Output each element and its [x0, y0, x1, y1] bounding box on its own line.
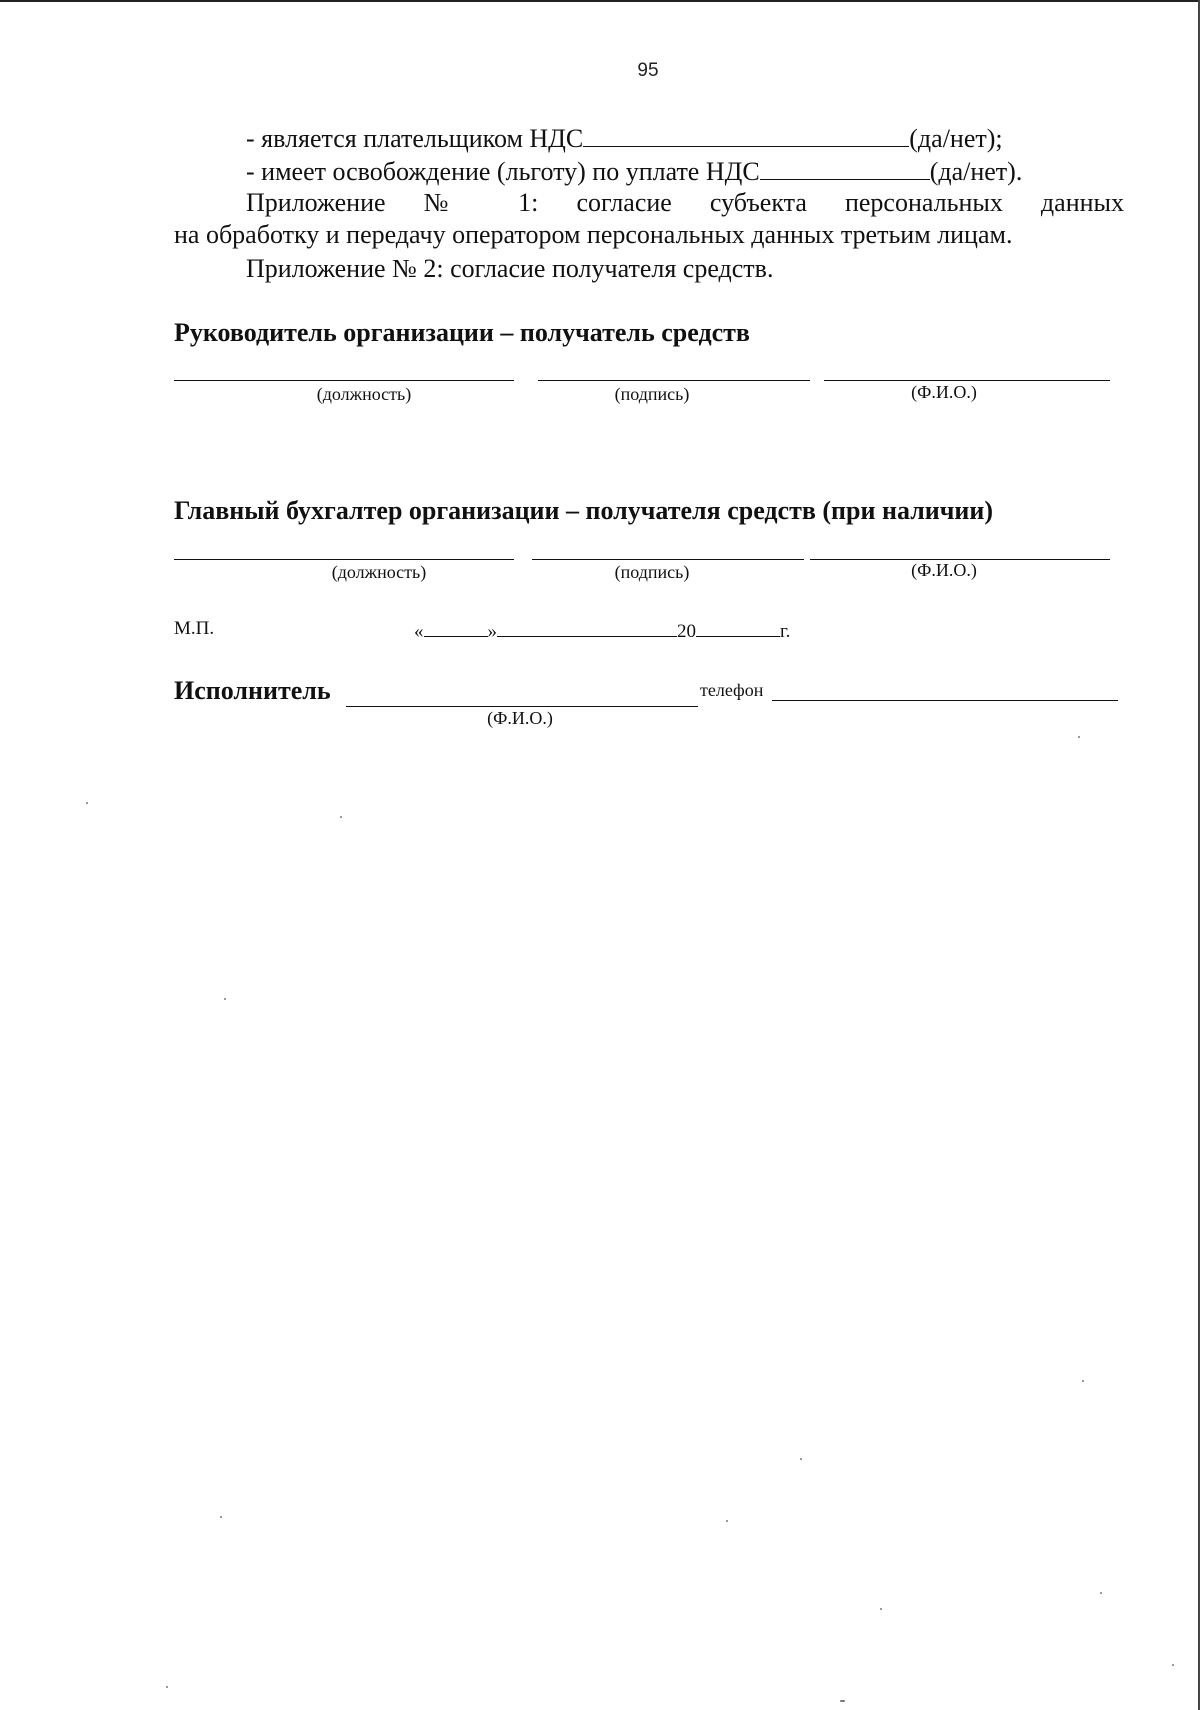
scan-speck: [1172, 1664, 1174, 1666]
accountant-signature-line[interactable]: [532, 559, 804, 560]
accountant-fio-caption: (Ф.И.О.): [911, 560, 977, 580]
vat-payer-line: [246, 122, 1003, 154]
date-day-blank[interactable]: [424, 618, 488, 637]
scan-speck: [1100, 1592, 1102, 1594]
scan-speck: [800, 1458, 802, 1460]
scan-speck: [86, 802, 88, 804]
date-open-quote: «: [414, 621, 424, 642]
accountant-position-line[interactable]: [174, 559, 514, 560]
executor-phone-label: телефон: [700, 680, 764, 700]
page-number: 95: [637, 60, 659, 81]
vat-exempt-line: [246, 155, 1022, 187]
date-line: [414, 618, 790, 643]
scan-speck: [224, 998, 226, 1000]
scan-speck: [726, 1520, 728, 1522]
scan-speck: [880, 1608, 882, 1610]
head-signature-line[interactable]: [538, 380, 810, 381]
head-position-line[interactable]: [174, 380, 514, 381]
executor-fio-line[interactable]: [346, 706, 698, 707]
scan-speck: [220, 1516, 222, 1518]
date-close-quote: »: [487, 621, 497, 642]
vat-exempt-blank[interactable]: [760, 155, 930, 180]
page-border-top: [0, 0, 1200, 2]
date-year-blank[interactable]: [696, 618, 780, 637]
scan-speck: [340, 816, 342, 818]
head-fio-line[interactable]: [824, 380, 1110, 381]
scan-speck: [166, 1686, 168, 1688]
executor-fio-caption: (Ф.И.О.): [487, 708, 553, 728]
head-signature-caption: (подпись): [614, 384, 690, 404]
date-year-prefix: 20: [677, 621, 696, 642]
head-section-title: Руководитель организации – получатель средств: [174, 318, 750, 347]
vat-exempt-label: - имеет освобождение (льготу) по уплате НДС: [246, 157, 760, 186]
vat-payer-label: - является плательщиком НДС: [246, 124, 584, 153]
head-fio-caption: (Ф.И.О.): [911, 382, 977, 402]
scan-speck: [1082, 1380, 1084, 1382]
executor-label: Исполнитель: [174, 676, 331, 705]
vat-payer-suffix: (да/нет);: [909, 124, 1003, 153]
accountant-signature-caption: (подпись): [614, 562, 690, 582]
executor-phone-line[interactable]: [772, 700, 1118, 701]
stamp-label: М.П.: [174, 618, 215, 639]
scan-speck: [1078, 736, 1080, 738]
appendix-1-line: Приложение № 1: согласие субъекта персональных данных: [246, 188, 1124, 217]
date-month-blank[interactable]: [497, 618, 677, 637]
scan-speck: [840, 1700, 845, 1702]
date-year-suffix: г.: [780, 621, 791, 642]
vat-exempt-suffix: (да/нет).: [929, 157, 1023, 186]
appendix-2-line: Приложение № 2: согласие получателя средств.: [246, 254, 774, 283]
vat-payer-blank[interactable]: [583, 122, 909, 147]
accountant-position-caption: (должность): [331, 562, 427, 582]
head-position-caption: (должность): [316, 384, 412, 404]
accountant-section-title: Главный бухгалтер организации – получателя средств (при наличии): [174, 496, 994, 525]
appendix-1-continuation: на обработку и передачу оператором персональных данных третьим лицам.: [174, 220, 1013, 249]
